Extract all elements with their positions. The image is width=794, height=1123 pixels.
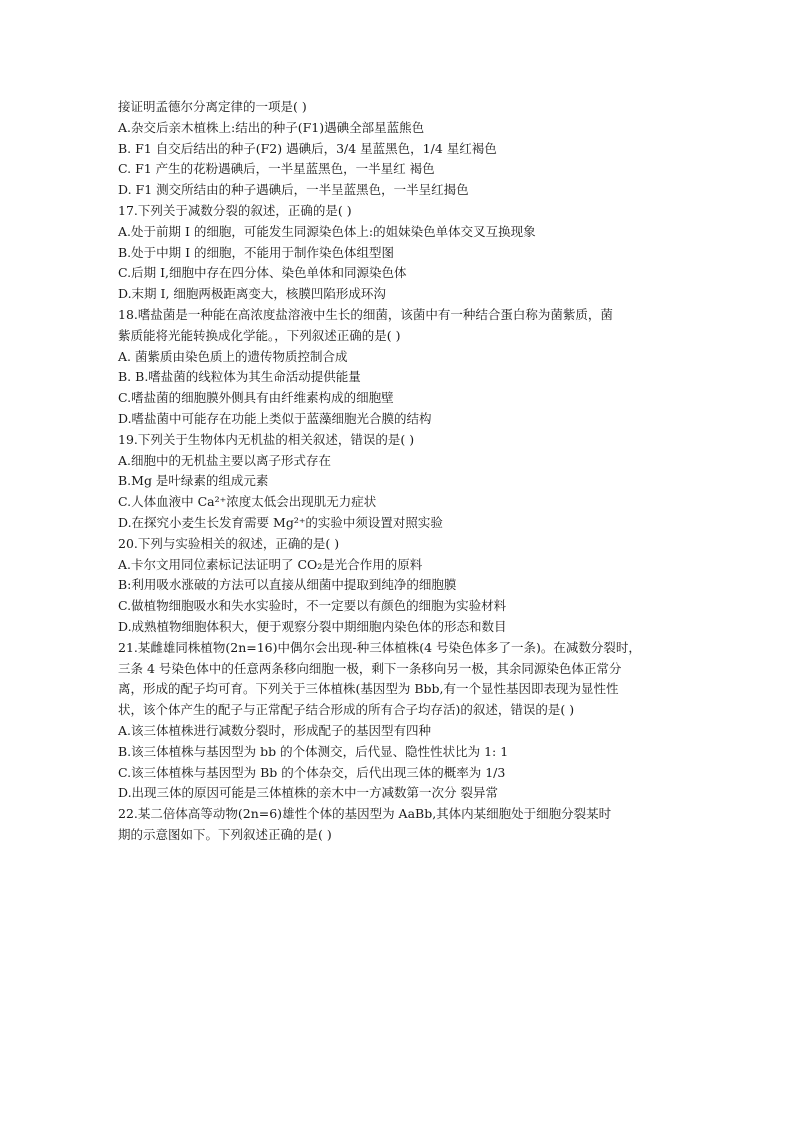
text-line: A.杂交后亲木植株上:结出的种子(F1)遇碘全部星蓝熊色 — [118, 119, 425, 135]
text-line: B. F1 自交后结出的种子(F2) 遇碘后，3/4 星蓝黑色，1/4 星红褐色 — [118, 140, 497, 156]
text-line: D. F1 测交所结由的种子遇碘后，一半呈蓝黑色，一半呈红揭色 — [118, 182, 469, 198]
document-page — [118, 97, 678, 846]
text-line: D.出现三体的原因可能是三体植株的亲木中一方减数第一次分 裂异常 — [118, 785, 499, 801]
text-line: B. B.嗜盐菌的线粒体为其生命活动提供能量 — [118, 369, 361, 385]
question-21-stem: 21.某雌雄同株植物(2n=16)中偶尔会出现-种三体植株(4 号染色体多了一条)。在减数分裂时， — [118, 639, 641, 655]
text-line: 状，该个体产生的配子与正常配子结合形成的所有合子均存活)的叙述，错误的是( ) — [118, 702, 575, 718]
text-line: 接证明孟德尔分离定律的一项是( ) — [118, 99, 307, 114]
text-line: D.成熟植物细胞体积大，便于观察分裂中期细胞内染色体的形态和数目 — [118, 618, 507, 634]
question-19-stem: 19.下列关于生物体内无机盐的相关叙述，错误的是( ) — [118, 431, 415, 447]
text-line: A.细胞中的无机盐主要以离子形式存在 — [118, 452, 332, 468]
text-line: C.该三体植株与基因型为 Bb 的个体杂交，后代出现三体的概率为 1/3 — [118, 764, 506, 780]
text-line: A. 菌紫质由染色质上的遗传物质控制合成 — [118, 348, 348, 364]
question-20-stem: 20.下列与实验相关的叙述，正确的是( ) — [118, 535, 340, 551]
text-line: D.末期 I, 细胞两极距离变大，核膜凹陷形成环沟 — [118, 286, 386, 302]
text-line: A.处于前期 I 的细胞，可能发生同源染色体上:的姐妹染色单体交叉互换现象 — [118, 223, 536, 239]
text-line: C.后期 I,细胞中存在四分体、染色单体和同源染色体 — [118, 265, 407, 281]
text-line: D.嗜盐菌中可能存在功能上类似于蓝藻细胞光合膜的结构 — [118, 410, 432, 426]
text-line: 离，形成的配子均可育。下列关于三体植株(基因型为 Bbb,有一个显性基因即表现为显性性 — [118, 681, 619, 697]
text-line: A.卡尔文用同位素标记法证明了 CO₂是光合作用的原料 — [118, 556, 423, 572]
text-line: A.该三体植株进行减数分裂时，形成配子的基因型有四种 — [118, 722, 432, 738]
text-line: C.嗜盐菌的细胞膜外侧具有由纤维素构成的细胞壁 — [118, 390, 394, 406]
text-line: 紫质能将光能转换成化学能。，下列叙述正确的是( ) — [118, 327, 401, 343]
text-line: B:利用吸水涨破的方法可以直接从细菌中提取到纯净的细胞膜 — [118, 577, 457, 593]
text-line: B.Mg 是叶绿素的组成元素 — [118, 473, 269, 489]
text-line: B.该三体植株与基因型为 bb 的个体测交，后代显、隐性性状比为 1: 1 — [118, 743, 509, 759]
text-line: C. F1 产生的花粉遇碘后，一半星蓝黑色，一半星红 褐色 — [118, 161, 435, 177]
question-22-stem: 22.某二倍体高等动物(2n=6)雄性个体的基因型为 AaBb,其体内某细胞处于细胞分裂某时 — [118, 806, 612, 822]
text-line: C.做植物细胞吸水和失水实验时，不一定要以有颜色的细胞为实验材料 — [118, 598, 507, 614]
question-18-stem: 18.嗜盐菌是一种能在高浓度盐溶液中生长的细菌，该菌中有一种结合蛋白称为菌紫质，菌 — [118, 306, 613, 322]
text-line: D.在探究小麦生长发育需要 Mg²⁺的实验中须设置对照实验 — [118, 514, 443, 530]
question-17-stem: 17.下列关于减数分裂的叙述，正确的是( ) — [118, 202, 352, 218]
text-line: B.处于中期 I 的细胞，不能用于制作染色体组型图 — [118, 244, 395, 260]
text-line: C.人体血液中 Ca²⁺浓度太低会出现肌无力症状 — [118, 494, 377, 510]
text-line: 期的示意图如下。下列叙述正确的是( ) — [118, 826, 332, 842]
text-line: 三条 4 号染色体中的任意两条移向细胞一极，剩下一条移向另一极，其余同源染色体正常分 — [118, 660, 622, 676]
